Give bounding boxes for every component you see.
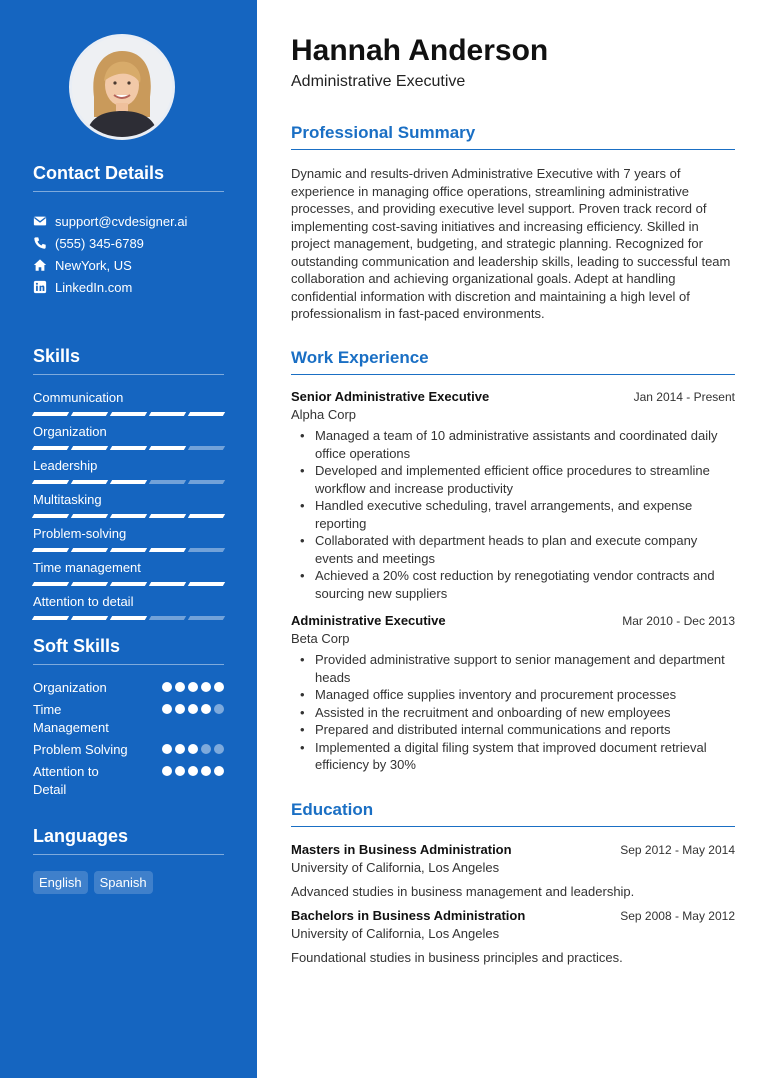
skill-level-segment	[110, 548, 147, 552]
contact-phone[interactable]	[33, 232, 224, 254]
skill-level-segment	[110, 480, 147, 484]
skill-level-segment	[110, 616, 147, 620]
education-entry	[291, 842, 735, 899]
skill-item	[33, 526, 224, 552]
language-chip: English	[33, 871, 88, 894]
skill-level-segment	[71, 616, 108, 620]
job-bullet: • Assisted in the recruitment and onboarding of new employees	[291, 704, 735, 722]
job-bullets	[291, 427, 735, 602]
skill-level-segment	[71, 412, 108, 416]
skill-name: Problem-solving	[33, 526, 127, 541]
skill-item	[33, 560, 224, 586]
skill-level-segment	[188, 514, 225, 518]
skill-level-segment	[188, 412, 225, 416]
soft-skills-title: Soft Skills	[33, 636, 224, 665]
job-company: Alpha Corp	[291, 407, 357, 422]
job-entry	[291, 389, 735, 602]
soft-skill-rating	[162, 741, 224, 754]
skill-level-bar	[33, 548, 224, 552]
skill-level-segment	[188, 616, 225, 620]
job-title: Administrative Executive	[291, 613, 446, 628]
contact-email-text: support@cvdesigner.ai	[55, 213, 188, 229]
rating-dot	[201, 744, 211, 754]
phone-icon	[33, 236, 47, 250]
skill-level-segment	[149, 582, 186, 586]
rating-dot	[162, 744, 172, 754]
skill-level-segment	[110, 514, 147, 518]
degree-title: Masters in Business Administration	[291, 842, 512, 857]
skill-level-segment	[110, 446, 147, 450]
skill-level-segment	[32, 480, 69, 484]
skill-item	[33, 458, 224, 484]
rating-dot	[162, 766, 172, 776]
home-icon	[33, 258, 47, 272]
skill-item	[33, 492, 224, 518]
rating-dot	[214, 766, 224, 776]
sidebar	[0, 0, 257, 1078]
skills-title: Skills	[33, 346, 224, 375]
soft-skill-rating	[162, 763, 224, 776]
contact-title: Contact Details	[33, 163, 224, 192]
skill-item	[33, 390, 224, 416]
job-entry	[291, 613, 735, 774]
soft-skill-name: Attention to Detail	[33, 764, 99, 797]
rating-dot	[188, 744, 198, 754]
education-description: Advanced studies in business management and leadership.	[291, 884, 635, 899]
job-company: Beta Corp	[291, 631, 350, 646]
email-icon	[33, 214, 47, 228]
skill-level-segment	[149, 412, 186, 416]
skill-level-bar	[33, 480, 224, 484]
skills-list	[33, 390, 224, 620]
soft-skill-item	[33, 741, 224, 759]
job-dates: Jan 2014 - Present	[633, 390, 735, 404]
skill-level-segment	[32, 514, 69, 518]
skill-level-bar	[33, 412, 224, 416]
summary-title: Professional Summary	[291, 123, 735, 150]
skill-level-segment	[149, 480, 186, 484]
soft-skill-item	[33, 763, 224, 799]
skill-level-segment	[188, 446, 225, 450]
skill-level-segment	[149, 548, 186, 552]
skill-level-segment	[71, 514, 108, 518]
rating-dot	[175, 682, 185, 692]
education-title: Education	[291, 800, 735, 827]
school-name: University of California, Los Angeles	[291, 860, 500, 875]
skill-name: Time management	[33, 560, 141, 575]
contact-linkedin-text: LinkedIn.com	[55, 279, 133, 295]
rating-dot	[201, 766, 211, 776]
job-bullet: • Implemented a digital filing system that improved document retrieval efficiency by 30%	[291, 739, 735, 774]
skills-section	[33, 346, 224, 620]
summary-text: Dynamic and results-driven Administrative Executive with 7 years of experience in managing office operations, streamlining administrative processes, and providing executive level support. Proven track record of implementing cost-saving initiatives and increasing efficiency. Skilled in project management, budgeting, and strategic planning. Recognized for outstanding communication and leadership skills, leading to successful team collaboration and achieving organizational goals. Adept at handling confidential information with discretion and maintaining a high level of professionalism in fast-paced environments.	[291, 166, 731, 321]
soft-skills-list	[33, 679, 224, 799]
candidate-name: Hannah Anderson	[291, 34, 549, 67]
education-dates: Sep 2012 - May 2014	[620, 843, 735, 857]
skill-level-bar	[33, 616, 224, 620]
skill-name: Attention to detail	[33, 594, 134, 609]
skill-level-segment	[32, 412, 69, 416]
languages-section	[33, 826, 224, 894]
education-description: Foundational studies in business principles and practices.	[291, 950, 623, 965]
education-dates: Sep 2008 - May 2012	[620, 909, 735, 923]
job-bullet: • Collaborated with department heads to plan and execute company events and meetings	[291, 532, 735, 567]
soft-skill-name: Time Management	[33, 702, 109, 735]
job-title: Senior Administrative Executive	[291, 389, 490, 404]
job-bullet: • Managed office supplies inventory and procurement processes	[291, 686, 735, 704]
rating-dot	[175, 766, 185, 776]
soft-skill-name: Organization	[33, 680, 107, 695]
avatar	[69, 34, 175, 140]
skill-name: Communication	[33, 390, 124, 405]
skill-level-segment	[149, 514, 186, 518]
degree-title: Bachelors in Business Administration	[291, 908, 526, 923]
soft-skill-item	[33, 701, 224, 737]
rating-dot	[201, 704, 211, 714]
skill-level-segment	[110, 412, 147, 416]
skill-level-segment	[188, 582, 225, 586]
rating-dot	[214, 744, 224, 754]
soft-skill-name: Problem Solving	[33, 742, 128, 757]
rating-dot	[201, 682, 211, 692]
rating-dot	[188, 682, 198, 692]
skill-item	[33, 594, 224, 620]
candidate-role: Administrative Executive	[291, 73, 466, 90]
soft-skill-rating	[162, 679, 224, 692]
skill-level-segment	[188, 548, 225, 552]
contact-phone-text: (555) 345-6789	[55, 235, 144, 251]
skill-name: Multitasking	[33, 492, 102, 507]
job-bullets	[291, 651, 735, 774]
skill-level-segment	[149, 446, 186, 450]
job-bullet: • Handled executive scheduling, travel arrangements, and expense reporting	[291, 497, 735, 532]
skill-level-bar	[33, 582, 224, 586]
rating-dot	[175, 744, 185, 754]
skill-level-bar	[33, 514, 224, 518]
rating-dot	[162, 682, 172, 692]
experience-title: Work Experience	[291, 348, 735, 375]
skill-level-segment	[32, 616, 69, 620]
rating-dot	[175, 704, 185, 714]
job-bullet: • Developed and implemented efficient office procedures to streamline workflow and increase productivity	[291, 462, 735, 497]
contact-linkedin[interactable]	[33, 276, 224, 298]
skill-level-segment	[32, 582, 69, 586]
skill-name: Organization	[33, 424, 107, 439]
rating-dot	[162, 704, 172, 714]
skill-name: Leadership	[33, 458, 98, 473]
skill-level-segment	[188, 480, 225, 484]
rating-dot	[188, 766, 198, 776]
rating-dot	[188, 704, 198, 714]
skill-level-segment	[110, 582, 147, 586]
skill-level-segment	[71, 480, 108, 484]
soft-skill-item	[33, 679, 224, 697]
job-bullet: • Managed a team of 10 administrative assistants and coordinated daily office operations	[291, 427, 735, 462]
contact-section	[33, 163, 224, 298]
skill-level-segment	[32, 446, 69, 450]
language-chip: Spanish	[94, 871, 153, 894]
skill-level-segment	[71, 548, 108, 552]
skill-level-segment	[32, 548, 69, 552]
languages-title: Languages	[33, 826, 224, 855]
soft-skill-rating	[162, 701, 224, 714]
profile-photo	[72, 37, 172, 137]
contact-email[interactable]	[33, 210, 224, 232]
education-entry	[291, 908, 735, 965]
contact-location-text: NewYork, US	[55, 257, 132, 273]
skill-level-segment	[149, 616, 186, 620]
rating-dot	[214, 704, 224, 714]
contact-location	[33, 254, 224, 276]
linkedin-icon	[33, 280, 47, 294]
soft-skills-section	[33, 636, 224, 803]
skill-level-segment	[71, 446, 108, 450]
skill-item	[33, 424, 224, 450]
job-dates: Mar 2010 - Dec 2013	[622, 614, 735, 628]
job-bullet: • Achieved a 20% cost reduction by renegotiating vendor contracts and sourcing new suppliers	[291, 567, 735, 602]
school-name: University of California, Los Angeles	[291, 926, 500, 941]
skill-level-bar	[33, 446, 224, 450]
skill-level-segment	[71, 582, 108, 586]
job-bullet: • Provided administrative support to senior management and department heads	[291, 651, 735, 686]
job-bullet: • Prepared and distributed internal communications and reports	[291, 721, 735, 739]
rating-dot	[214, 682, 224, 692]
